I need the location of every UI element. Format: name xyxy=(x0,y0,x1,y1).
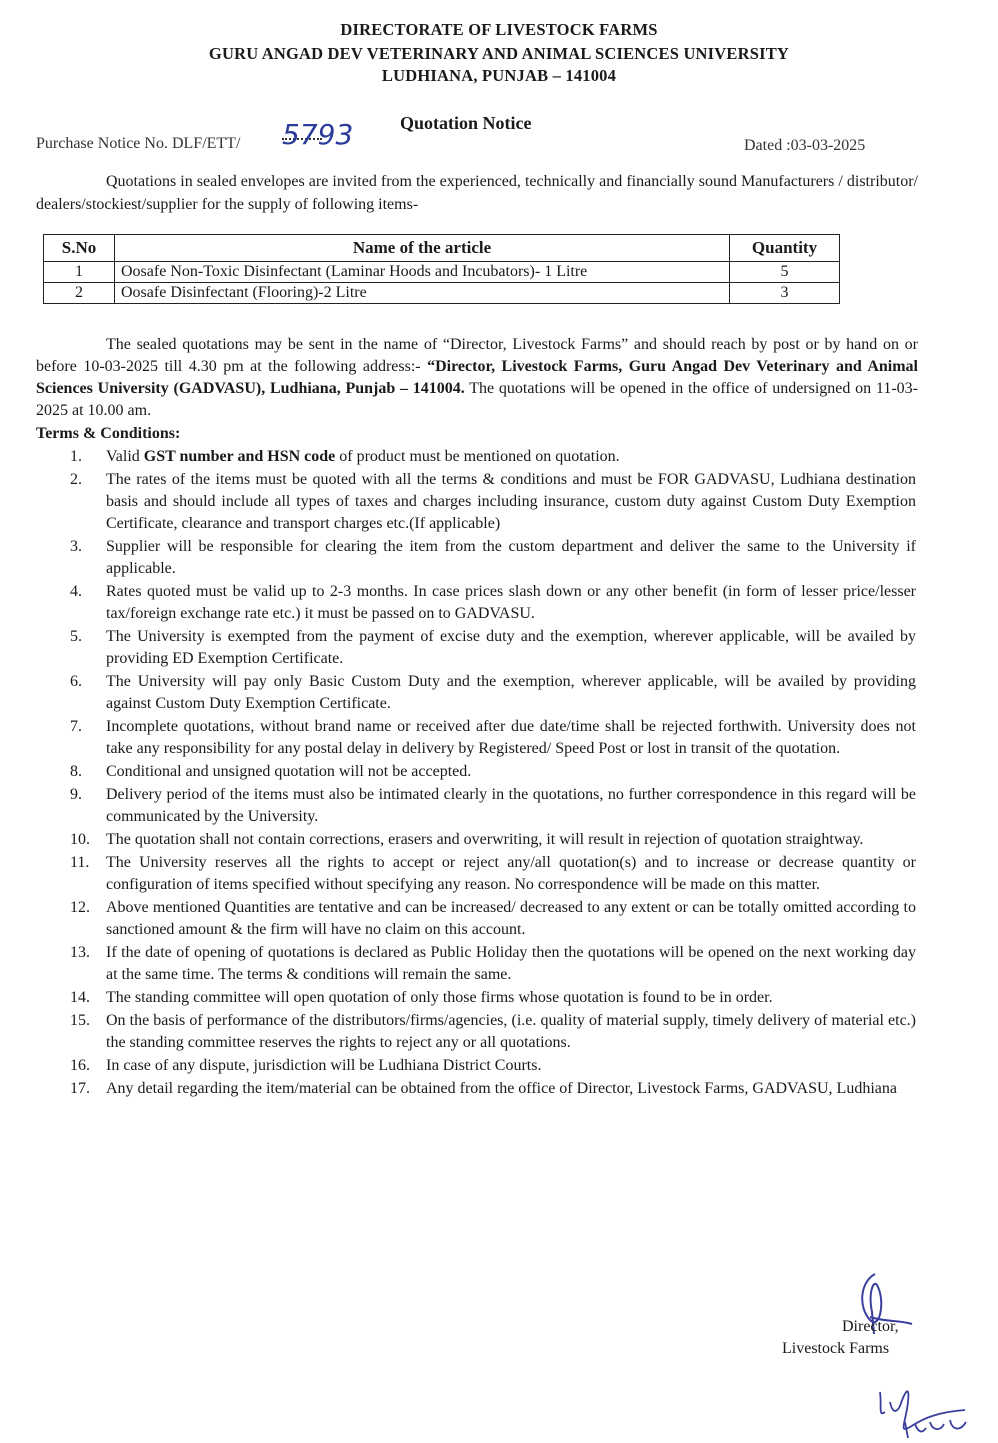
list-item xyxy=(36,469,916,535)
list-item xyxy=(36,942,916,986)
term-number: 8. xyxy=(70,763,82,780)
table-row xyxy=(44,283,840,304)
term-number: 16. xyxy=(70,1057,90,1074)
cell-quantity: 5 xyxy=(730,262,840,283)
list-item xyxy=(36,671,916,715)
header-university: GURU ANGAD DEV VETERINARY AND ANIMAL SCIENCES UNIVERSITY xyxy=(208,44,790,63)
term-number: 13. xyxy=(70,944,90,961)
term-text: The standing committee will open quotation of only those firms whose quotation is found to be in order. xyxy=(106,989,773,1006)
term-text: Valid xyxy=(106,448,144,465)
term-text: Incomplete quotations, without brand name or received after due date/time shall be rejected forthwith. University does not take any responsibility for any postal delay in delivery by Registered/ Speed Post or lost in transit of the quotation. xyxy=(106,718,916,757)
purchase-notice-label: Purchase Notice No. DLF/ETT/ xyxy=(36,135,241,152)
term-text: Supplier will be responsible for clearing the item from the custom department and deliver the same to the University if applicable. xyxy=(106,538,916,577)
term-text: If the date of opening of quotations is declared as Public Holiday then the quotations will be opened on the next working day at the same time. The terms & conditions will remain the same. xyxy=(106,944,916,983)
list-item xyxy=(36,897,916,941)
list-item xyxy=(36,1010,916,1054)
list-item xyxy=(36,536,916,580)
list-item xyxy=(36,829,916,851)
term-number: 14. xyxy=(70,989,90,1006)
terms-heading: Terms & Conditions: xyxy=(36,425,181,442)
term-text: Conditional and unsigned quotation will not be accepted. xyxy=(106,763,472,780)
list-item xyxy=(36,581,916,625)
intro-paragraph: Quotations in sealed envelopes are invited from the experienced, technically and financially sound Manufacturers / distributor/ dealers/stockiest/supplier for the supply of following items- xyxy=(36,173,918,213)
initials-signature xyxy=(870,1372,980,1442)
list-item xyxy=(36,852,916,896)
list-item xyxy=(36,446,916,468)
header-address: LUDHIANA, PUNJAB – 141004 xyxy=(381,66,617,85)
header-directorate: DIRECTORATE OF LIVESTOCK FARMS xyxy=(340,20,658,39)
term-bold-text: GST number and HSN code xyxy=(143,448,336,465)
term-text: Rates quoted must be valid up to 2-3 months. In case prices slash down or any other benefit (in form of lesser price/lesser tax/foreign exchange rate etc.) it must be passed on to GADVASU. xyxy=(106,583,916,622)
term-number: 11. xyxy=(70,854,90,871)
list-item xyxy=(36,987,916,1009)
purchase-number-handwritten: 5793 xyxy=(282,118,354,151)
term-number: 10. xyxy=(70,831,90,848)
term-text: The University is exempted from the payment of excise duty and the exemption, wherever applicable, will be availed by providing ED Exemption Certificate. xyxy=(106,628,916,667)
list-item xyxy=(36,1078,916,1100)
term-number: 4. xyxy=(70,583,82,600)
term-number: 1. xyxy=(70,448,82,465)
items-table xyxy=(43,234,840,304)
cell-sno: 1 xyxy=(44,262,115,283)
submission-paragraph xyxy=(36,334,918,422)
list-item xyxy=(36,1055,916,1077)
list-item xyxy=(36,626,916,670)
col-header-quantity: Quantity xyxy=(730,235,840,262)
terms-list xyxy=(36,446,916,1101)
term-text: Delivery period of the items must also be intimated clearly in the quotations, no further correspondence in this regard will be communicated by the University. xyxy=(106,786,916,825)
submission-text: The sealed quotations may be sent in the name of “Director, Livestock Farms” and should reach by post or by hand on or before 10-03-2025 till 4.30 pm at the following address:- xyxy=(36,336,918,375)
list-item xyxy=(36,761,916,783)
term-number: 9. xyxy=(70,786,82,803)
term-number: 5. xyxy=(70,628,82,645)
notice-date: Dated :03-03-2025 xyxy=(744,137,866,154)
cell-article: Oosafe Disinfectant (Flooring)-2 Litre xyxy=(115,283,730,304)
term-text: In case of any dispute, jurisdiction will be Ludhiana District Courts. xyxy=(106,1057,542,1074)
term-text: The University reserves all the rights to accept or reject any/all quotation(s) and to increase or decrease quantity or configuration of items specified without specifying any reason. No correspondence will be made on this matter. xyxy=(106,854,916,893)
term-number: 3. xyxy=(70,538,82,555)
signatory-department: Livestock Farms xyxy=(782,1340,890,1357)
term-text: The University will pay only Basic Custom Duty and the exemption, wherever applicable, will be availed by providing against Custom Duty Exemption Certificate. xyxy=(106,673,916,712)
term-text: The quotation shall not contain corrections, erasers and overwriting, it will result in rejection of quotation straightway. xyxy=(106,831,864,848)
col-header-sno: S.No xyxy=(44,235,115,262)
term-number: 15. xyxy=(70,1012,90,1029)
notice-title: Quotation Notice xyxy=(400,113,532,133)
submission-address: “Director, Livestock Farms, Guru Angad Dev Veterinary and Animal Sciences University (GADVASU), Ludhiana, Punjab – 141004. xyxy=(36,358,919,397)
term-number: 6. xyxy=(70,673,82,690)
cell-sno: 2 xyxy=(44,283,115,304)
table-header-row xyxy=(44,235,840,262)
list-item xyxy=(36,784,916,828)
term-text: Above mentioned Quantities are tentative and can be increased/ decreased to any extent or can be totally omitted according to sanctioned amount & the firm will have no claim on this account. xyxy=(106,899,916,938)
signatory-title: Director, xyxy=(842,1318,899,1335)
cell-quantity: 3 xyxy=(730,283,840,304)
list-item xyxy=(36,716,916,760)
term-number: 12. xyxy=(70,899,90,916)
col-header-article: Name of the article xyxy=(115,235,730,262)
table-row xyxy=(44,262,840,283)
term-number: 7. xyxy=(70,718,82,735)
term-text: Any detail regarding the item/material can be obtained from the office of Director, Livestock Farms, GADVASU, Ludhiana xyxy=(106,1080,897,1097)
cell-article: Oosafe Non-Toxic Disinfectant (Laminar Hoods and Incubators)- 1 Litre xyxy=(115,262,730,283)
term-text: The rates of the items must be quoted with all the terms & conditions and must be FOR GADVASU, Ludhiana destination basis and should include all types of taxes and charges including insurance, custom duty against Custom Duty Exemption Certificate, clearance and transport charges etc.(If applicable) xyxy=(106,471,916,532)
term-number: 2. xyxy=(70,471,82,488)
term-text-end: of product must be mentioned on quotation. xyxy=(335,448,620,465)
opening-text: The quotations will be opened in the office of undersigned on 11-03-2025 at 10.00 am. xyxy=(36,380,918,419)
term-text: On the basis of performance of the distributors/firms/agencies, (i.e. quality of material supply, timely delivery of material etc.) the standing committee reserves the rights to reject any or all quotations. xyxy=(106,1012,916,1051)
term-number: 17. xyxy=(70,1080,90,1097)
